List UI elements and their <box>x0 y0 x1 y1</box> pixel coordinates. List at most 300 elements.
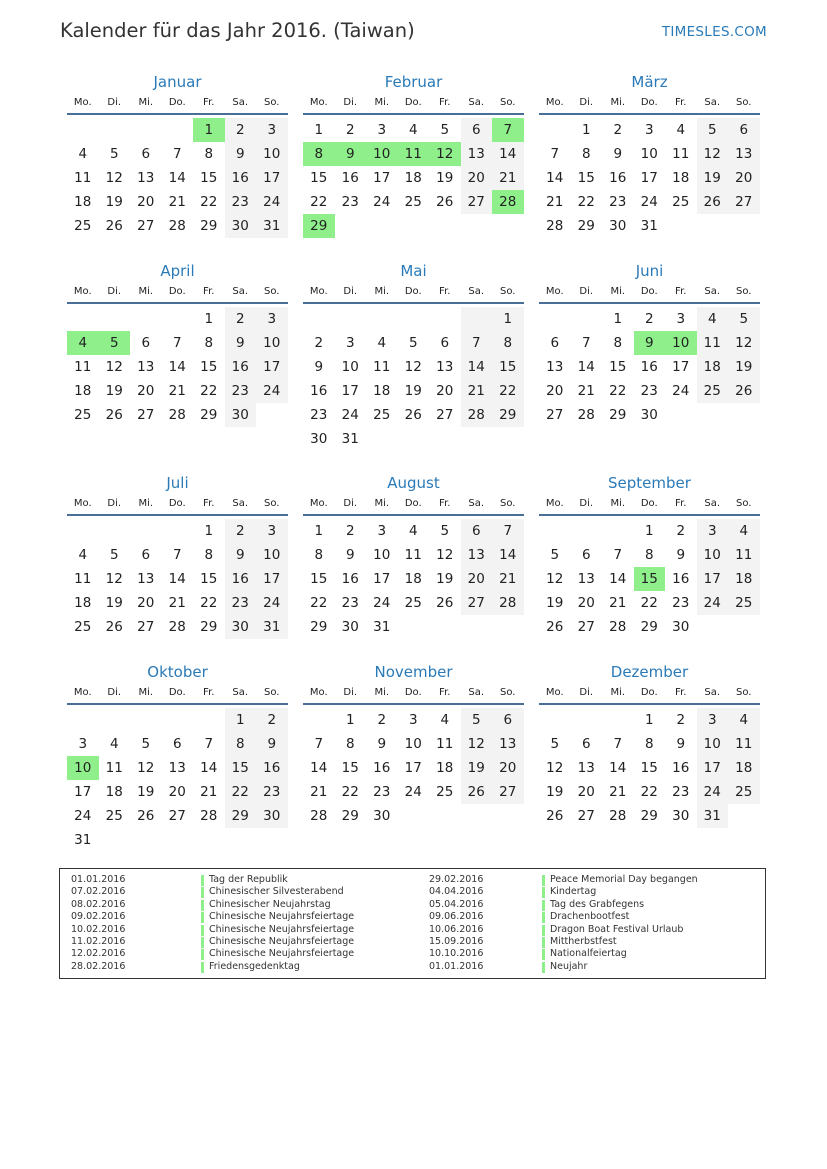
day-cell: 16 <box>373 760 391 776</box>
day-cell: 1 <box>644 712 654 728</box>
day-cell: 3 <box>697 519 729 543</box>
legend-color-marker <box>542 900 545 911</box>
day-cell: 19 <box>436 170 454 186</box>
day-cell: 31 <box>74 832 92 848</box>
legend-color-marker <box>201 912 204 923</box>
day-cell: 2 <box>377 712 387 728</box>
day-cell: 14 <box>168 571 186 587</box>
day-cell: 26 <box>697 190 729 214</box>
day-cell: 19 <box>728 355 760 379</box>
day-cell: 18 <box>404 571 422 587</box>
weekday-label: Di. <box>579 687 594 698</box>
day-cell: 15 <box>492 355 524 379</box>
day-cell: 26 <box>436 194 454 210</box>
day-cell: 14 <box>310 760 328 776</box>
weekday-label: Mi. <box>374 498 390 509</box>
weekday-label: So. <box>736 97 752 108</box>
weekday-header <box>303 498 524 510</box>
day-cell: 4 <box>728 519 760 543</box>
holiday-day-cell: 4 <box>67 331 99 355</box>
day-cell: 5 <box>408 335 418 351</box>
month-name: April <box>160 262 195 280</box>
day-cell: 23 <box>225 190 257 214</box>
day-cell: 28 <box>609 619 627 635</box>
weekday-label: Fr. <box>439 498 451 509</box>
day-cell: 20 <box>461 567 493 591</box>
day-cell: 1 <box>204 311 214 327</box>
day-cell: 5 <box>550 736 560 752</box>
day-cell: 31 <box>640 218 658 234</box>
day-cell: 8 <box>314 547 324 563</box>
day-cell: 22 <box>310 194 328 210</box>
legend-date: 01.01.2016 <box>429 960 484 972</box>
day-cell: 28 <box>492 591 524 615</box>
day-cell: 23 <box>609 194 627 210</box>
day-cell: 14 <box>168 359 186 375</box>
day-cell: 10 <box>640 146 658 162</box>
day-cell: 28 <box>577 407 595 423</box>
weekday-label: Fr. <box>203 286 215 297</box>
day-cell: 30 <box>609 218 627 234</box>
holiday-day-cell: 7 <box>492 118 524 142</box>
day-cell: 5 <box>440 122 450 138</box>
month-name: Mai <box>400 262 427 280</box>
day-cell: 15 <box>310 571 328 587</box>
day-cell: 3 <box>377 523 387 539</box>
day-cell: 25 <box>672 194 690 210</box>
day-cell: 15 <box>225 756 257 780</box>
day-cell: 30 <box>640 407 658 423</box>
day-cell: 26 <box>105 218 123 234</box>
weekday-label: Mo. <box>309 286 328 297</box>
day-cell: 21 <box>200 784 218 800</box>
day-cell: 8 <box>644 547 654 563</box>
weekday-label: Mo. <box>545 286 564 297</box>
day-cell: 29 <box>640 808 658 824</box>
day-cell: 30 <box>672 619 690 635</box>
day-cell: 22 <box>225 780 257 804</box>
legend-date: 28.02.2016 <box>71 960 126 972</box>
legend-holiday-name: Friedensgedenktag <box>209 960 300 972</box>
day-cell: 22 <box>609 383 627 399</box>
day-cell: 18 <box>436 760 454 776</box>
legend-holiday-name: Chinesische Neujahrsfeiertage <box>209 936 355 947</box>
day-cell: 6 <box>461 118 493 142</box>
header-rule <box>303 703 524 705</box>
day-cell: 29 <box>200 619 218 635</box>
weekday-label: Do. <box>404 286 422 297</box>
day-cell: 30 <box>373 808 391 824</box>
weekday-label: Do. <box>168 687 186 698</box>
day-cell: 15 <box>200 170 218 186</box>
day-cell: 13 <box>492 732 524 756</box>
day-cell: 14 <box>577 359 595 375</box>
weekday-label: Sa. <box>468 687 485 698</box>
day-cell: 15 <box>200 359 218 375</box>
day-cell: 16 <box>256 756 288 780</box>
header-rule <box>303 113 524 115</box>
legend-holiday-name: Drachenbootfest <box>550 911 630 923</box>
legend-holiday-name: Chinesischer Neujahrstag <box>209 898 331 910</box>
legend-color-marker <box>201 875 204 886</box>
day-cell: 9 <box>314 359 324 375</box>
day-cell: 11 <box>74 170 92 186</box>
day-cell: 26 <box>461 780 493 804</box>
day-cell: 1 <box>345 712 355 728</box>
day-cell: 11 <box>74 359 92 375</box>
day-cell: 8 <box>225 732 257 756</box>
day-cell: 15 <box>577 170 595 186</box>
day-cell: 28 <box>168 619 186 635</box>
legend-date: 10.02.2016 <box>71 923 126 935</box>
day-cell: 9 <box>225 331 257 355</box>
day-cell: 9 <box>225 142 257 166</box>
day-cell: 11 <box>672 146 690 162</box>
day-cell: 28 <box>168 407 186 423</box>
day-cell: 2 <box>256 708 288 732</box>
legend-color-marker <box>542 937 545 948</box>
day-cell: 13 <box>728 142 760 166</box>
day-cell: 16 <box>225 567 257 591</box>
day-cell: 17 <box>697 567 729 591</box>
day-cell: 17 <box>256 355 288 379</box>
legend-holiday-name: Dragon Boat Festival Urlaub <box>550 923 684 935</box>
weekday-label: Fr. <box>203 97 215 108</box>
day-cell: 18 <box>74 383 92 399</box>
weekday-label: Sa. <box>232 286 249 297</box>
legend-holiday-name: Chinesische Neujahrsfeiertage <box>209 911 355 923</box>
day-cell: 4 <box>676 122 686 138</box>
weekday-label: Fr. <box>439 687 451 698</box>
day-cell: 17 <box>404 760 422 776</box>
day-cell: 13 <box>168 760 186 776</box>
day-cell: 22 <box>640 784 658 800</box>
legend-color-marker <box>201 900 204 911</box>
weekday-label: Di. <box>107 97 122 108</box>
header-rule <box>539 113 760 115</box>
day-cell: 7 <box>581 335 591 351</box>
day-cell: 27 <box>492 780 524 804</box>
day-cell: 28 <box>461 403 493 427</box>
day-cell: 17 <box>640 170 658 186</box>
day-cell: 8 <box>492 331 524 355</box>
day-cell: 2 <box>676 523 686 539</box>
day-cell: 21 <box>609 595 627 611</box>
weekday-label: Fr. <box>439 97 451 108</box>
weekday-label: Mi. <box>374 286 390 297</box>
day-cell: 2 <box>225 519 257 543</box>
day-cell: 28 <box>168 218 186 234</box>
day-cell: 21 <box>461 379 493 403</box>
day-cell: 24 <box>256 190 288 214</box>
weekday-label: Sa. <box>468 498 485 509</box>
day-cell: 16 <box>640 359 658 375</box>
day-cell: 13 <box>137 571 155 587</box>
legend-date: 10.10.2016 <box>429 948 484 960</box>
day-cell: 23 <box>672 784 690 800</box>
day-cell: 26 <box>546 619 564 635</box>
day-cell: 5 <box>109 547 119 563</box>
day-cell: 4 <box>728 708 760 732</box>
day-cell: 7 <box>492 519 524 543</box>
weekday-label: Do. <box>640 97 658 108</box>
weekday-label: Mi. <box>138 286 154 297</box>
day-cell: 31 <box>341 431 359 447</box>
day-cell: 12 <box>105 359 123 375</box>
day-cell: 12 <box>404 359 422 375</box>
day-cell: 9 <box>377 736 387 752</box>
day-cell: 9 <box>345 547 355 563</box>
day-cell: 22 <box>577 194 595 210</box>
day-cell: 12 <box>697 142 729 166</box>
day-cell: 5 <box>697 118 729 142</box>
day-cell: 20 <box>461 166 493 190</box>
weekday-header <box>539 498 760 510</box>
weekday-label: Di. <box>343 498 358 509</box>
day-cell: 25 <box>728 591 760 615</box>
legend-date: 12.02.2016 <box>71 948 126 960</box>
weekday-label: Fr. <box>675 97 687 108</box>
day-cell: 30 <box>672 808 690 824</box>
weekday-label: Mi. <box>610 286 626 297</box>
day-cell: 3 <box>644 122 654 138</box>
day-cell: 30 <box>225 615 257 639</box>
weekday-label: So. <box>264 286 280 297</box>
weekday-header <box>303 687 524 699</box>
day-cell: 29 <box>200 407 218 423</box>
day-cell: 10 <box>341 359 359 375</box>
weekday-label: Sa. <box>704 286 721 297</box>
day-cell: 17 <box>341 383 359 399</box>
weekday-label: Do. <box>404 498 422 509</box>
day-cell: 1 <box>613 311 623 327</box>
page-title: Kalender für das Jahr 2016. (Taiwan) <box>60 19 415 42</box>
weekday-label: Mi. <box>610 97 626 108</box>
legend-color-marker <box>542 949 545 960</box>
weekday-label: Sa. <box>704 498 721 509</box>
day-cell: 20 <box>168 784 186 800</box>
day-cell: 25 <box>404 595 422 611</box>
day-cell: 25 <box>74 218 92 234</box>
day-cell: 15 <box>310 170 328 186</box>
day-cell: 12 <box>105 170 123 186</box>
day-cell: 20 <box>137 383 155 399</box>
day-cell: 25 <box>728 780 760 804</box>
day-cell: 24 <box>74 808 92 824</box>
day-cell: 24 <box>672 383 690 399</box>
day-cell: 19 <box>105 383 123 399</box>
legend-date: 09.06.2016 <box>429 911 484 923</box>
day-cell: 5 <box>461 708 493 732</box>
day-cell: 10 <box>373 547 391 563</box>
holiday-day-cell: 10 <box>67 756 99 780</box>
day-cell: 8 <box>345 736 355 752</box>
day-cell: 4 <box>697 307 729 331</box>
day-cell: 16 <box>672 571 690 587</box>
day-cell: 1 <box>644 523 654 539</box>
day-cell: 26 <box>137 808 155 824</box>
day-cell: 23 <box>225 379 257 403</box>
day-cell: 29 <box>310 619 328 635</box>
holiday-day-cell: 28 <box>492 190 524 214</box>
weekday-label: So. <box>264 498 280 509</box>
day-cell: 1 <box>492 307 524 331</box>
day-cell: 10 <box>256 142 288 166</box>
weekday-label: Sa. <box>704 97 721 108</box>
day-cell: 17 <box>672 359 690 375</box>
weekday-label: So. <box>500 286 516 297</box>
legend-date: 08.02.2016 <box>71 898 126 910</box>
brand-link[interactable]: TIMESLES.COM <box>661 24 767 40</box>
day-cell: 9 <box>676 547 686 563</box>
weekday-label: Do. <box>168 498 186 509</box>
day-cell: 31 <box>256 615 288 639</box>
day-cell: 2 <box>314 335 324 351</box>
day-cell: 8 <box>204 146 214 162</box>
weekday-label: Do. <box>640 286 658 297</box>
day-cell: 8 <box>644 736 654 752</box>
header-rule <box>539 302 760 304</box>
legend-color-marker <box>542 875 545 886</box>
day-cell: 27 <box>577 619 595 635</box>
day-cell: 22 <box>640 595 658 611</box>
day-cell: 19 <box>105 194 123 210</box>
legend-date: 15.09.2016 <box>429 936 484 947</box>
day-cell: 8 <box>613 335 623 351</box>
weekday-label: Di. <box>107 687 122 698</box>
day-cell: 3 <box>345 335 355 351</box>
day-cell: 6 <box>440 335 450 351</box>
day-cell: 12 <box>546 571 564 587</box>
day-cell: 3 <box>377 122 387 138</box>
day-cell: 17 <box>256 166 288 190</box>
day-cell: 5 <box>109 146 119 162</box>
legend-color-marker <box>542 925 545 936</box>
day-cell: 20 <box>577 595 595 611</box>
day-cell: 20 <box>577 784 595 800</box>
day-cell: 28 <box>310 808 328 824</box>
day-cell: 18 <box>404 170 422 186</box>
weekday-label: Di. <box>343 687 358 698</box>
day-cell: 24 <box>404 784 422 800</box>
weekday-label: Mo. <box>545 687 564 698</box>
day-cell: 16 <box>341 170 359 186</box>
weekday-label: Mo. <box>309 687 328 698</box>
day-cell: 15 <box>200 571 218 587</box>
day-cell: 22 <box>492 379 524 403</box>
day-cell: 12 <box>105 571 123 587</box>
day-cell: 18 <box>672 170 690 186</box>
day-cell: 4 <box>408 523 418 539</box>
month-name: März <box>631 73 668 91</box>
day-cell: 14 <box>168 170 186 186</box>
weekday-label: Mo. <box>545 498 564 509</box>
weekday-label: Di. <box>107 286 122 297</box>
month-name: November <box>374 663 453 681</box>
day-cell: 3 <box>78 736 88 752</box>
day-cell: 1 <box>204 523 214 539</box>
weekday-header <box>67 286 288 298</box>
weekday-label: Mi. <box>138 687 154 698</box>
day-cell: 17 <box>74 784 92 800</box>
weekday-header <box>67 97 288 109</box>
day-cell: 6 <box>141 547 151 563</box>
day-cell: 22 <box>200 595 218 611</box>
legend-date: 01.01.2016 <box>71 874 126 885</box>
day-cell: 2 <box>345 523 355 539</box>
day-cell: 12 <box>436 547 454 563</box>
holiday-day-cell: 10 <box>366 142 398 166</box>
weekday-label: So. <box>736 687 752 698</box>
day-cell: 13 <box>137 170 155 186</box>
legend-holiday-name: Nationalfeiertag <box>550 948 627 960</box>
legend-color-marker <box>201 887 204 898</box>
day-cell: 23 <box>225 591 257 615</box>
day-cell: 11 <box>728 732 760 756</box>
day-cell: 4 <box>78 547 88 563</box>
day-cell: 19 <box>697 166 729 190</box>
weekday-label: Di. <box>343 97 358 108</box>
holiday-day-cell: 5 <box>99 331 131 355</box>
day-cell: 14 <box>609 571 627 587</box>
weekday-label: Do. <box>404 687 422 698</box>
holiday-day-cell: 9 <box>634 331 666 355</box>
day-cell: 6 <box>581 736 591 752</box>
weekday-label: So. <box>264 97 280 108</box>
day-cell: 17 <box>256 567 288 591</box>
day-cell: 6 <box>492 708 524 732</box>
day-cell: 27 <box>546 407 564 423</box>
weekday-label: Mi. <box>374 687 390 698</box>
day-cell: 14 <box>200 760 218 776</box>
day-cell: 16 <box>341 571 359 587</box>
day-cell: 26 <box>546 808 564 824</box>
day-cell: 17 <box>373 571 391 587</box>
day-cell: 26 <box>728 379 760 403</box>
day-cell: 3 <box>408 712 418 728</box>
month-name: Januar <box>153 73 202 91</box>
day-cell: 23 <box>640 383 658 399</box>
day-cell: 2 <box>644 311 654 327</box>
day-cell: 21 <box>609 784 627 800</box>
day-cell: 10 <box>256 543 288 567</box>
day-cell: 30 <box>341 619 359 635</box>
day-cell: 14 <box>461 355 493 379</box>
day-cell: 24 <box>373 194 391 210</box>
day-cell: 18 <box>74 595 92 611</box>
legend-color-marker <box>542 912 545 923</box>
day-cell: 19 <box>546 595 564 611</box>
day-cell: 21 <box>492 567 524 591</box>
day-cell: 31 <box>697 804 729 828</box>
day-cell: 9 <box>676 736 686 752</box>
day-cell: 16 <box>310 383 328 399</box>
day-cell: 6 <box>172 736 182 752</box>
month-name: Februar <box>384 73 443 91</box>
day-cell: 4 <box>440 712 450 728</box>
weekday-label: Di. <box>579 498 594 509</box>
day-cell: 21 <box>168 383 186 399</box>
day-cell: 4 <box>109 736 119 752</box>
day-cell: 5 <box>141 736 151 752</box>
month-name: Oktober <box>147 663 208 681</box>
weekday-label: Sa. <box>704 687 721 698</box>
day-cell: 26 <box>436 595 454 611</box>
day-cell: 16 <box>672 760 690 776</box>
month-name: September <box>608 474 691 492</box>
legend-date: 29.02.2016 <box>429 874 484 885</box>
holiday-day-cell: 8 <box>303 142 335 166</box>
